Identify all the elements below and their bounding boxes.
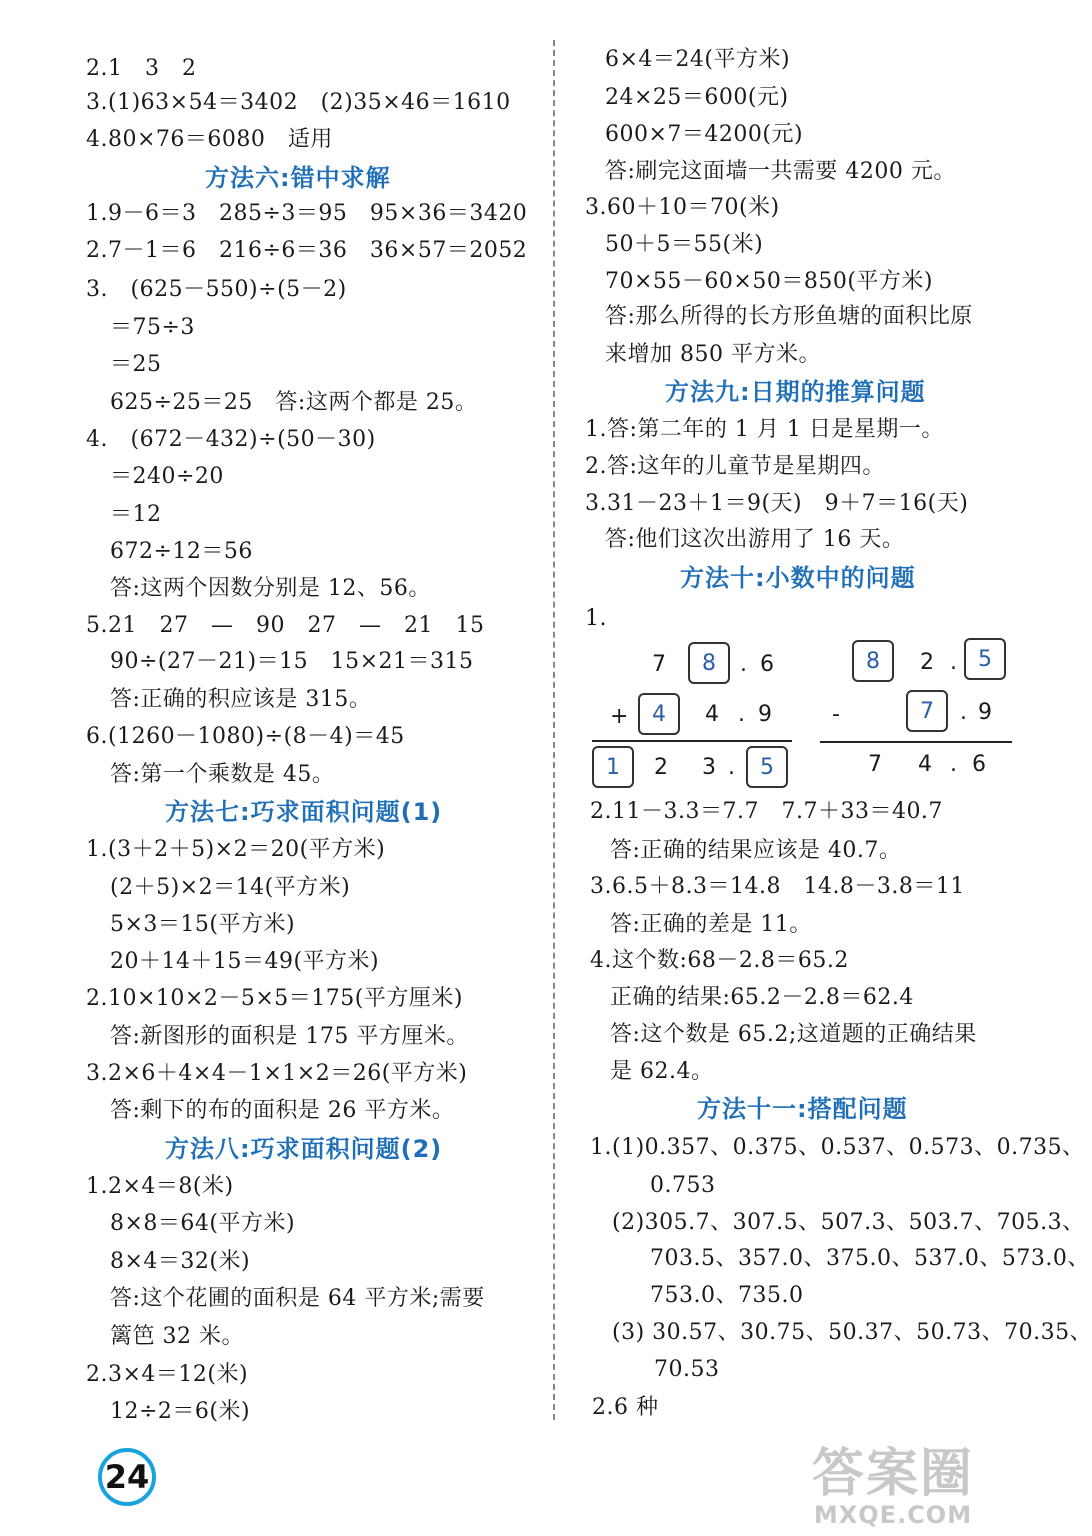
watermark-logo [768, 1444, 1018, 1529]
answer-line: (2＋5)×2＝14(平方米) [110, 875, 351, 900]
answer-line: 600×7＝4200(元) [605, 122, 804, 147]
answer-line: ＝12 [110, 502, 162, 527]
digit: 2 [654, 755, 668, 780]
answer-line: 3.31－23＋1＝9(天) 9＋7＝16(天) [585, 491, 969, 516]
operator: + [610, 704, 629, 729]
digit: 2 [920, 650, 934, 675]
answer-line: 答:这两个因数分别是 12、56。 [110, 576, 431, 601]
answer-line: 3. (625－550)÷(5－2) [86, 277, 347, 302]
answer-line: 4.这个数:68－2.8＝65.2 [590, 948, 849, 973]
answer-line: 答:他们这次出游用了 16 天。 [605, 527, 905, 552]
answer-line: 1.9－6＝3 285÷3＝95 95×36＝3420 [86, 201, 528, 226]
answer-line: 答:第一个乘数是 45。 [110, 762, 335, 787]
answer-line: 答:这个花圃的面积是 64 平方米;需要 [110, 1286, 485, 1311]
answer-line: 5×3＝15(平方米) [110, 912, 296, 937]
digit: . [950, 752, 957, 777]
page-number-badge [98, 1448, 156, 1506]
section-heading-11: 方法十一:搭配问题 [697, 1095, 908, 1123]
answer-line: 2.11－3.3＝7.7 7.7＋33＝40.7 [590, 799, 943, 824]
operator: - [832, 702, 840, 727]
answer-line: 是 62.4。 [610, 1059, 714, 1084]
answer-line: 70×55－60×50＝850(平方米) [605, 269, 934, 294]
digit: 9 [978, 700, 992, 725]
answer-line: 2.7－1＝6 216÷6＝36 36×57＝2052 [86, 238, 528, 263]
answer-line: 篱笆 32 米。 [110, 1324, 244, 1349]
answer-box: 8 [688, 642, 730, 684]
column-divider [553, 40, 555, 1420]
answer-line: 2.6 种 [592, 1395, 659, 1420]
answer-line: 3.(1)63×54＝3402 (2)35×46＝1610 [86, 90, 511, 115]
answer-line: 2.3×4＝12(米) [86, 1362, 249, 1387]
section-heading-8: 方法八:巧求面积问题(2) [165, 1135, 443, 1163]
section-heading-10: 方法十:小数中的问题 [680, 564, 916, 592]
answer-line: 5.21 27 — 90 27 — 21 15 [86, 613, 485, 638]
answer-line: 来增加 850 平方米。 [605, 342, 821, 367]
answer-line: 4.80×76＝6080 适用 [86, 127, 333, 152]
answer-line: 3.6.5＋8.3＝14.8 14.8－3.8＝11 [590, 874, 965, 899]
answer-line: 答:新图形的面积是 175 平方厘米。 [110, 1024, 469, 1049]
digit: 6 [760, 652, 774, 677]
answer-line: (3) 30.57、30.75、50.37、50.73、70.35、 [612, 1320, 1092, 1345]
answer-line: 70.53 [654, 1357, 720, 1382]
answer-line: ＝75÷3 [110, 315, 195, 340]
page-number: 24 [104, 1458, 150, 1496]
digit: . [740, 652, 747, 677]
answer-box: 5 [964, 638, 1006, 680]
answer-line: 3.60＋10＝70(米) [585, 195, 780, 220]
digit: . [738, 702, 745, 727]
answer-line: 答:正确的积应该是 315。 [110, 687, 372, 712]
answer-line: 1.2×4＝8(米) [86, 1174, 234, 1199]
answer-line: 6×4＝24(平方米) [605, 47, 791, 72]
answer-line: 8×8＝64(平方米) [110, 1211, 296, 1236]
answer-box: 8 [852, 640, 894, 682]
answer-box: 5 [746, 746, 788, 788]
digit: . [960, 700, 967, 725]
answer-line: (2)305.7、307.5、507.3、503.7、705.3、 [612, 1210, 1085, 1235]
answer-line: 2.1 3 2 [86, 56, 197, 81]
answer-line: 答:正确的结果应该是 40.7。 [610, 838, 902, 863]
answer-line: 3.2×6＋4×4－1×1×2＝26(平方米) [86, 1061, 468, 1086]
digit: 4 [705, 702, 719, 727]
difference-rule [820, 741, 1012, 743]
digit: 3 [702, 755, 716, 780]
answer-line: 12÷2＝6(米) [110, 1399, 251, 1424]
answer-box: 4 [638, 693, 680, 735]
digit: . [728, 755, 735, 780]
answer-line: 90÷(27－21)＝15 15×21＝315 [110, 649, 474, 674]
answer-line: 正确的结果:65.2－2.8＝62.4 [610, 985, 914, 1010]
answer-line: 2.答:这年的儿童节是星期四。 [585, 454, 885, 479]
section-heading-7: 方法七:巧求面积问题(1) [165, 798, 443, 826]
answer-line: 答:正确的差是 11。 [610, 912, 812, 937]
digit: . [950, 650, 957, 675]
answer-line: 答:这个数是 65.2;这道题的正确结果 [610, 1022, 977, 1047]
digit: 4 [918, 752, 932, 777]
digit: 9 [758, 702, 772, 727]
answer-line: 2.10×10×2－5×5＝175(平方厘米) [86, 986, 463, 1011]
answer-line: 703.5、357.0、375.0、537.0、573.0、 [650, 1246, 1090, 1271]
digit: 6 [972, 752, 986, 777]
answer-line: 0.753 [650, 1173, 716, 1198]
answer-line: 答:剩下的布的面积是 26 平方米。 [110, 1098, 455, 1123]
section-heading-6: 方法六:错中求解 [205, 164, 391, 192]
answer-line: 625÷25＝25 答:这两个都是 25。 [110, 390, 478, 415]
answer-line: 8×4＝32(米) [110, 1249, 251, 1274]
answer-box: 1 [592, 746, 634, 788]
answer-line: 20＋14＋15＝49(平方米) [110, 949, 380, 974]
answer-line: 1.(1)0.357、0.375、0.537、0.573、0.735、 [590, 1135, 1085, 1160]
answer-line: 答:那么所得的长方形鱼塘的面积比原 [605, 304, 973, 329]
sum-rule [592, 740, 792, 742]
answer-line: 6.(1260－1080)÷(8－4)＝45 [86, 724, 405, 749]
answer-line: 753.0、735.0 [650, 1283, 804, 1308]
answer-line: 答:刷完这面墙一共需要 4200 元。 [605, 159, 956, 184]
answer-line: 672÷12＝56 [110, 539, 253, 564]
answer-line: 1.答:第二年的 1 月 1 日是星期一。 [585, 417, 944, 442]
answer-line: 1.(3＋2＋5)×2＝20(平方米) [86, 837, 386, 862]
watermark-url: MXQE.COM [813, 1501, 973, 1529]
watermark-text: 答案圈 [811, 1444, 974, 1504]
answer-line: ＝240÷20 [110, 464, 224, 489]
answer-line: 1. [585, 606, 607, 631]
answer-line: ＝25 [110, 352, 162, 377]
answer-box: 7 [906, 690, 948, 732]
answer-line: 24×25＝600(元) [605, 85, 789, 110]
digit: 7 [868, 752, 882, 777]
answer-line: 4. (672－432)÷(50－30) [86, 427, 376, 452]
digit: 7 [652, 652, 666, 677]
answer-line: 50＋5＝55(米) [605, 232, 764, 257]
section-heading-9: 方法九:日期的推算问题 [665, 378, 926, 406]
